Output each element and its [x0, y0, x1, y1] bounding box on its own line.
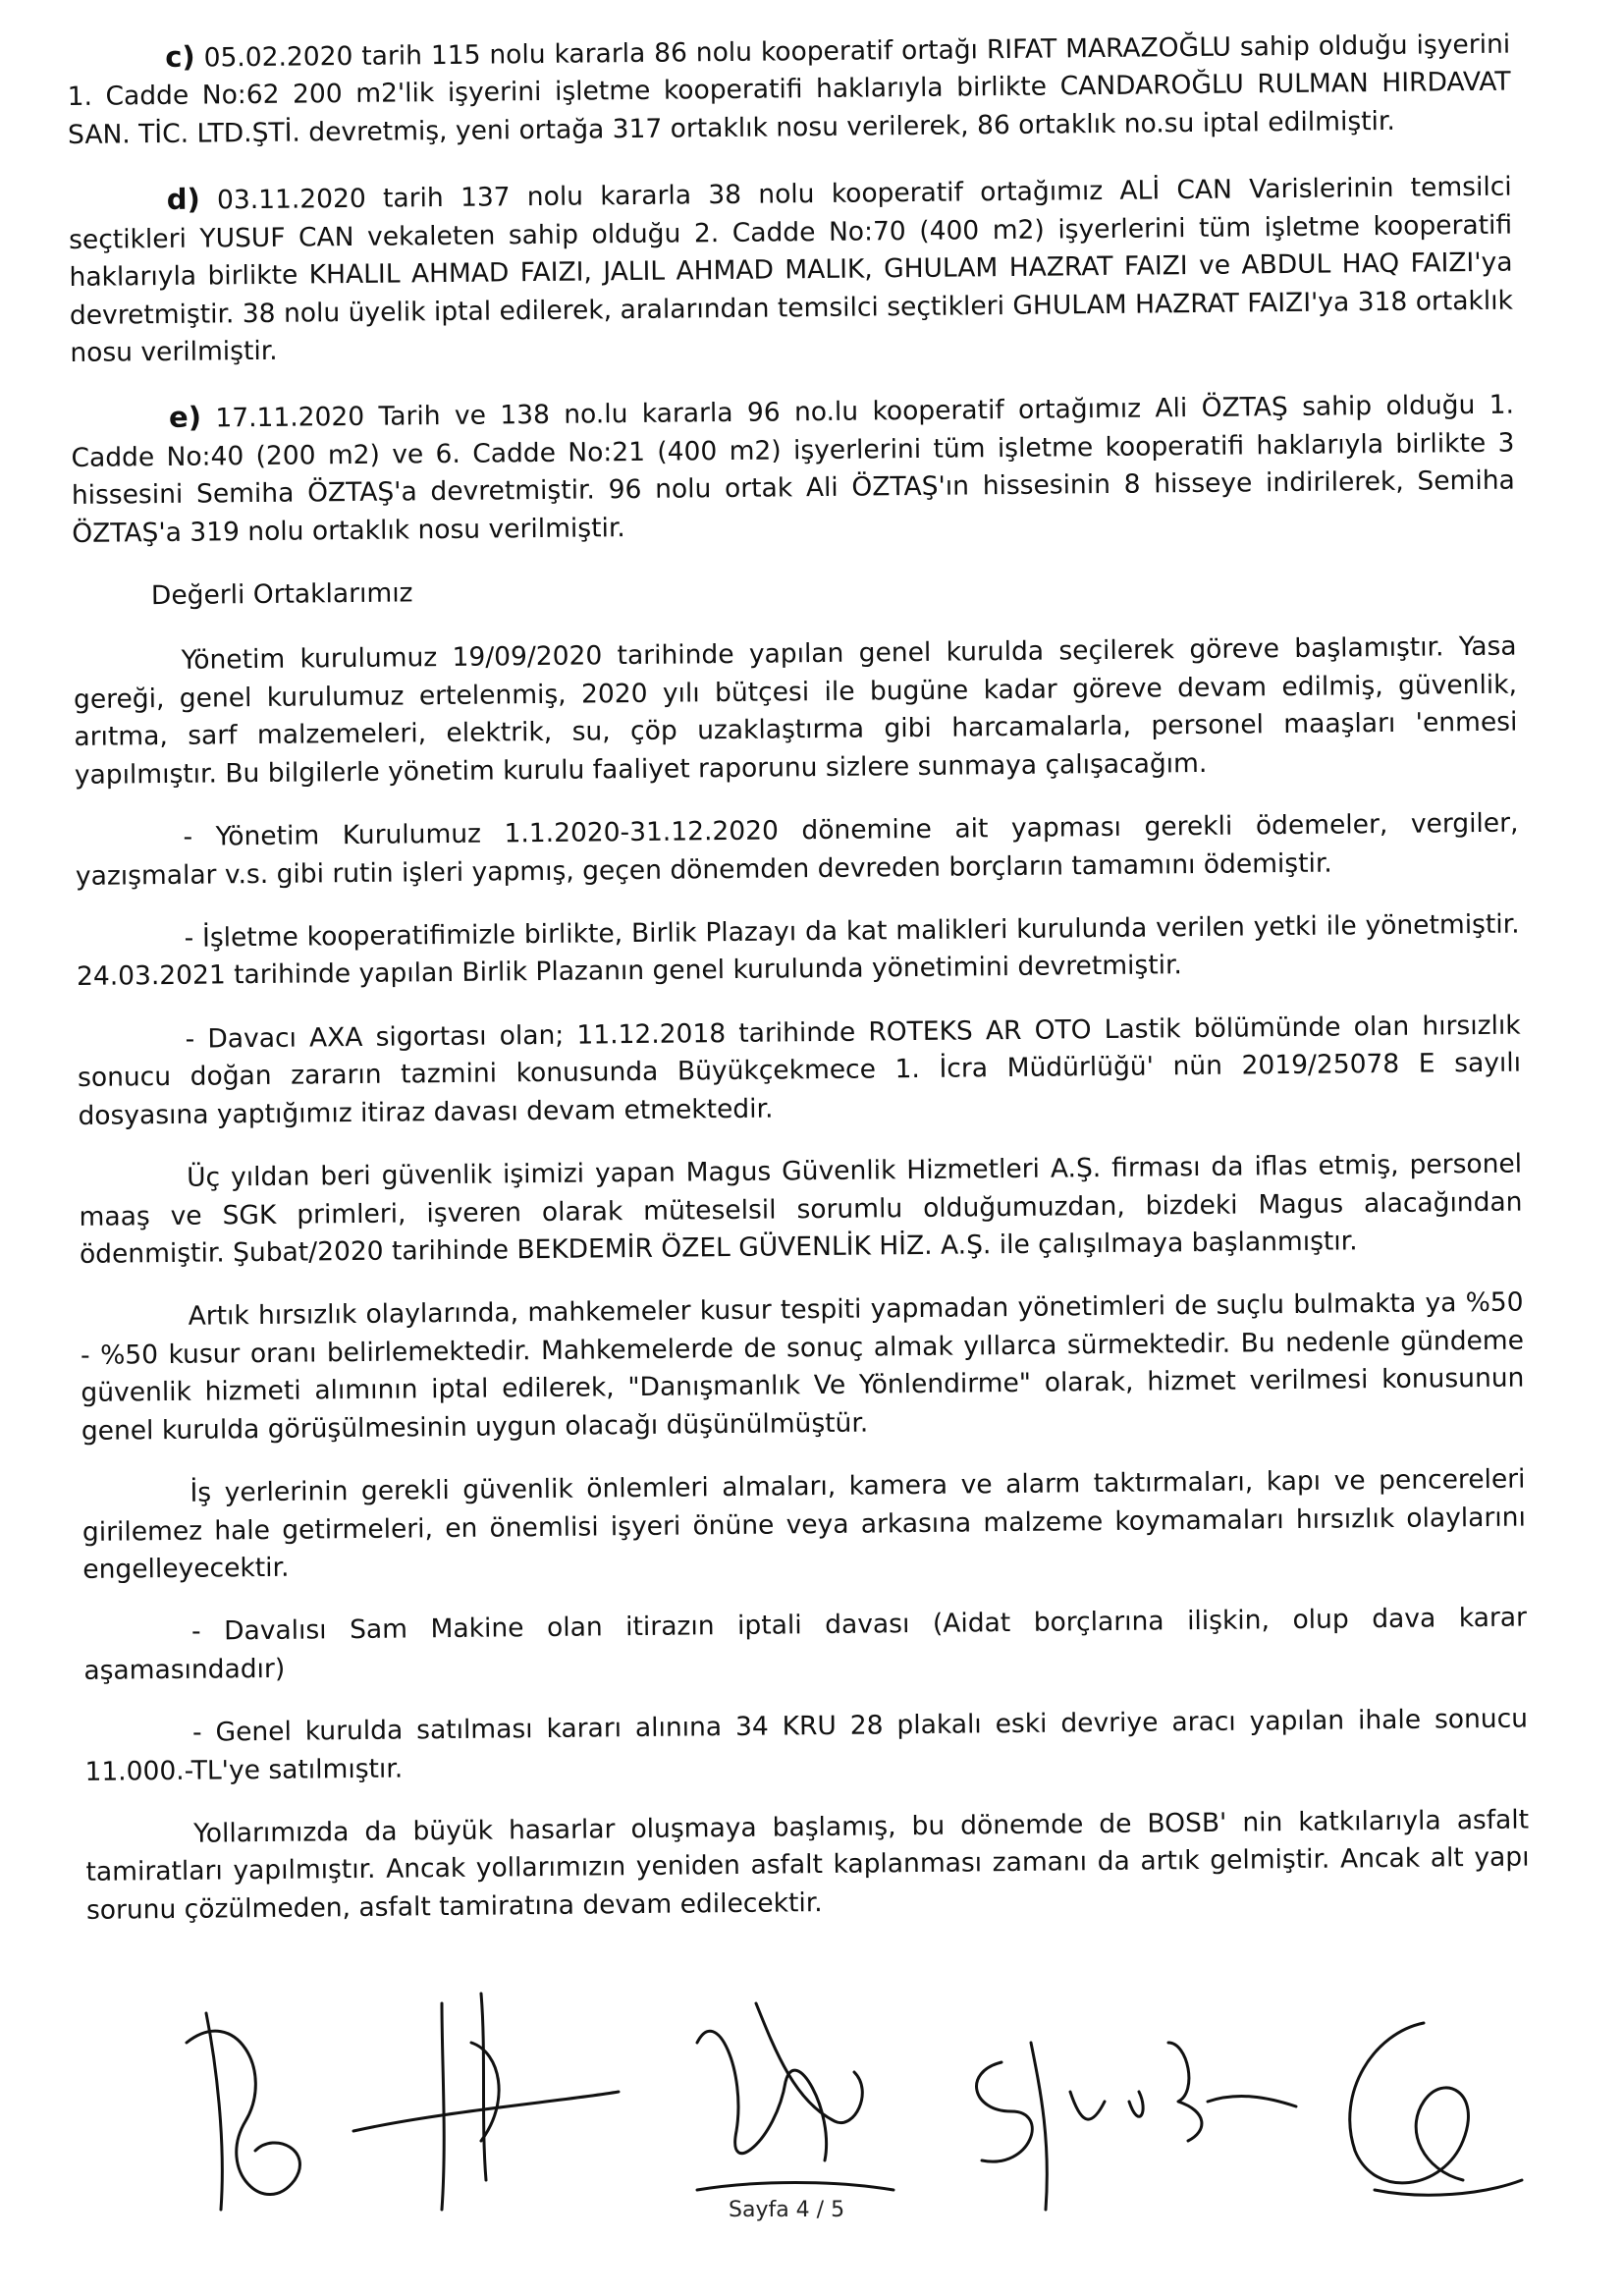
paragraph-security-measures: İş yerlerinin gerekli güvenlik önlemleri almaları, kamera ve alarm taktırmaları, kapı ve pencereleri girilemez hale getirmeleri, en önemlisi işyeri önüne veya arkasına malzeme koymamaları hırsızlık olaylarını engelleyecektir. [81, 1463, 1527, 1585]
item-d-label: d) [166, 182, 200, 217]
signature-3 [697, 2003, 893, 2190]
page-number: Sayfa 4 / 5 [729, 2198, 845, 2222]
paragraph-security-company: Üç yıldan beri güvenlik işimizi yapan Magus Güvenlik Hizmetleri A.Ş. firması da iflas etmiş, personel maaş ve SGK primleri, işveren olarak müteselsil sorumlu olduğumuzdan, bizdeki Magus alacağından ödenmiştir. Şubat/2020 tarihinde BEKDEMİR ÖZEL GÜVENLİK HİZ. A.Ş. ile çalışılmaya başlanmıştır. [79, 1148, 1523, 1270]
paragraph-payments: - Yönetim Kurulumuz 1.1.2020-31.12.2020 dönemine ait yapması gerekli ödemeler, vergiler, yazışmalar v.s. gibi rutin işleri yapmış, geçen dönemden devreden borçların tamamını ödemiştir. [75, 807, 1519, 892]
paragraph-vehicle-sale: - Genel kurulda satılması kararı alınına 34 KRU 28 plakalı eski devriye aracı yapılan ihale sonucu 11.000.-TL'ye satılmıştır. [84, 1703, 1529, 1787]
signature-2 [353, 1994, 619, 2210]
paragraph-birlik-plaza: - İşletme kooperatifimizle birlikte, Birlik Plazayı da kat malikleri kurulunda verilen yetki ile yönetmiştir. 24.03.2021 tarihinde yapılan Birlik Plazanın genel kurulunda yönetimini devretmiştir. [76, 908, 1520, 993]
item-e-text: 17.11.2020 Tarih ve 138 no.lu kararla 96 no.lu kooperatif ortağımız Ali ÖZTAŞ sahip olduğu 1. Cadde No:40 (200 m2) ve 6. Cadde No:21 (400 m2) işyerlerini tüm işletme kooperatifi haklarıyla birlikte 3 hissesini Semiha ÖZTAŞ'a devretmiştir. 96 nolu ortak Ali ÖZTAŞ'ın hissesinin 8 hisseye indirilerek, Semiha ÖZTAŞ'a 319 nolu ortaklık nosu verilmiştir. [71, 389, 1515, 549]
item-e [71, 383, 1516, 553]
item-c [67, 23, 1511, 155]
paragraph-sam-makine: - Davalısı Sam Makine olan itirazın iptali davası (Aidat borçlarına ilişkin, olup dava karar aşamasındadır) [83, 1602, 1528, 1686]
signature-5 [1350, 2023, 1522, 2195]
signature-1 [187, 2013, 299, 2210]
paragraph-theft-cases: Artık hırsızlık olaylarında, mahkemeler kusur tespiti yapmadan yönetimleri de suçlu bulmakta ya %50 - %50 kusur oranı belirlemektedir. Mahkemelerde de sonuç almak yıllarca sürmektedir. Bu nedenle gündeme güvenlik hizmeti alımının iptal edilerek, "Danışmanlık Ve Yönlendirme" olarak, hizmet verilmesi konusunun genel kurulda görüşülmesinin uygun olacağı düşünülmüştür. [80, 1286, 1525, 1447]
signature-4 [977, 2043, 1296, 2210]
paragraph-roads: Yollarımızda da büyük hasarlar oluşmaya başlamış, bu dönemde de BOSB' nin katkılarıyla asfalt tamiratları yapılmıştır. Ancak yollarımızın yeniden asfalt kaplanması zamanı da artık gelmiştir. Ancak alt yapı sorunu çözülmeden, asfalt tamiratına devam edilecektir. [85, 1804, 1530, 1926]
paragraph-axa-lawsuit: - Davacı AXA sigortası olan; 11.12.2018 tarihinde ROTEKS AR OTO Lastik bölümünde olan hırsızlık sonucu doğan zararın tazmini konusunda Büyükçekmece 1. İcra Müdürlüğü' nün 2019/25078 E sayılı dosyasına yaptığımız itiraz davası devam etmektedir. [77, 1010, 1522, 1131]
greeting: Değerli Ortaklarımız [150, 577, 413, 612]
item-d [69, 165, 1514, 372]
item-c-text: 05.02.2020 tarih 115 nolu kararla 86 nolu kooperatif ortağı RIFAT MARAZOĞLU sahip olduğu işyerini 1. Cadde No:62 200 m2'lik işyerini işletme kooperatifi haklarıyla birlikte CANDAROĞLU RULMAN HIRDAVAT SAN. TİC. LTD.ŞTİ. devretmiş, yeni ortağa 317 ortaklık nosu verilerek, 86 ortaklık no.su iptal edilmiştir. [67, 28, 1511, 150]
document-body [67, 23, 1530, 1956]
item-d-text: 03.11.2020 tarih 137 nolu kararla 38 nolu kooperatif ortağımız ALİ CAN Varislerinin temsilci seçtikleri YUSUF CAN vekaleten sahip olduğu 2. Cadde No:70 (400 m2) işyerlerini tüm işletme kooperatifi haklarıyla birlikte KHALIL AHMAD FAIZI, JALIL AHMAD MALIK, GHULAM HAZRAT FAIZI ve ABDUL HAQ FAIZI'ya devretmiştir. 38 nolu üyelik iptal edilerek, aralarından temsilci seçtikleri GHULAM HAZRAT FAIZI'ya 318 ortaklık nosu verilmiştir. [68, 171, 1514, 368]
item-e-label: e) [168, 400, 202, 435]
paragraph-board-start: Yönetim kurulumuz 19/09/2020 tarihinde yapılan genel kurulda seçilerek göreve başlamıştır. Yasa gereği, genel kurulumuz ertelenmiş, 2020 yılı bütçesi ile bugüne kadar göreve devam edilmiş, güvenlik, arıtma, sarf malzemeleri, elektrik, su, çöp uzaklaştırma gibi harcamalarla, personel maaşları 'enmesi yapılmıştır. Bu bilgilerle yönetim kurulu faaliyet raporunu sizlere sunmaya çalışacağım. [73, 631, 1518, 791]
item-c-label: c) [165, 39, 195, 74]
